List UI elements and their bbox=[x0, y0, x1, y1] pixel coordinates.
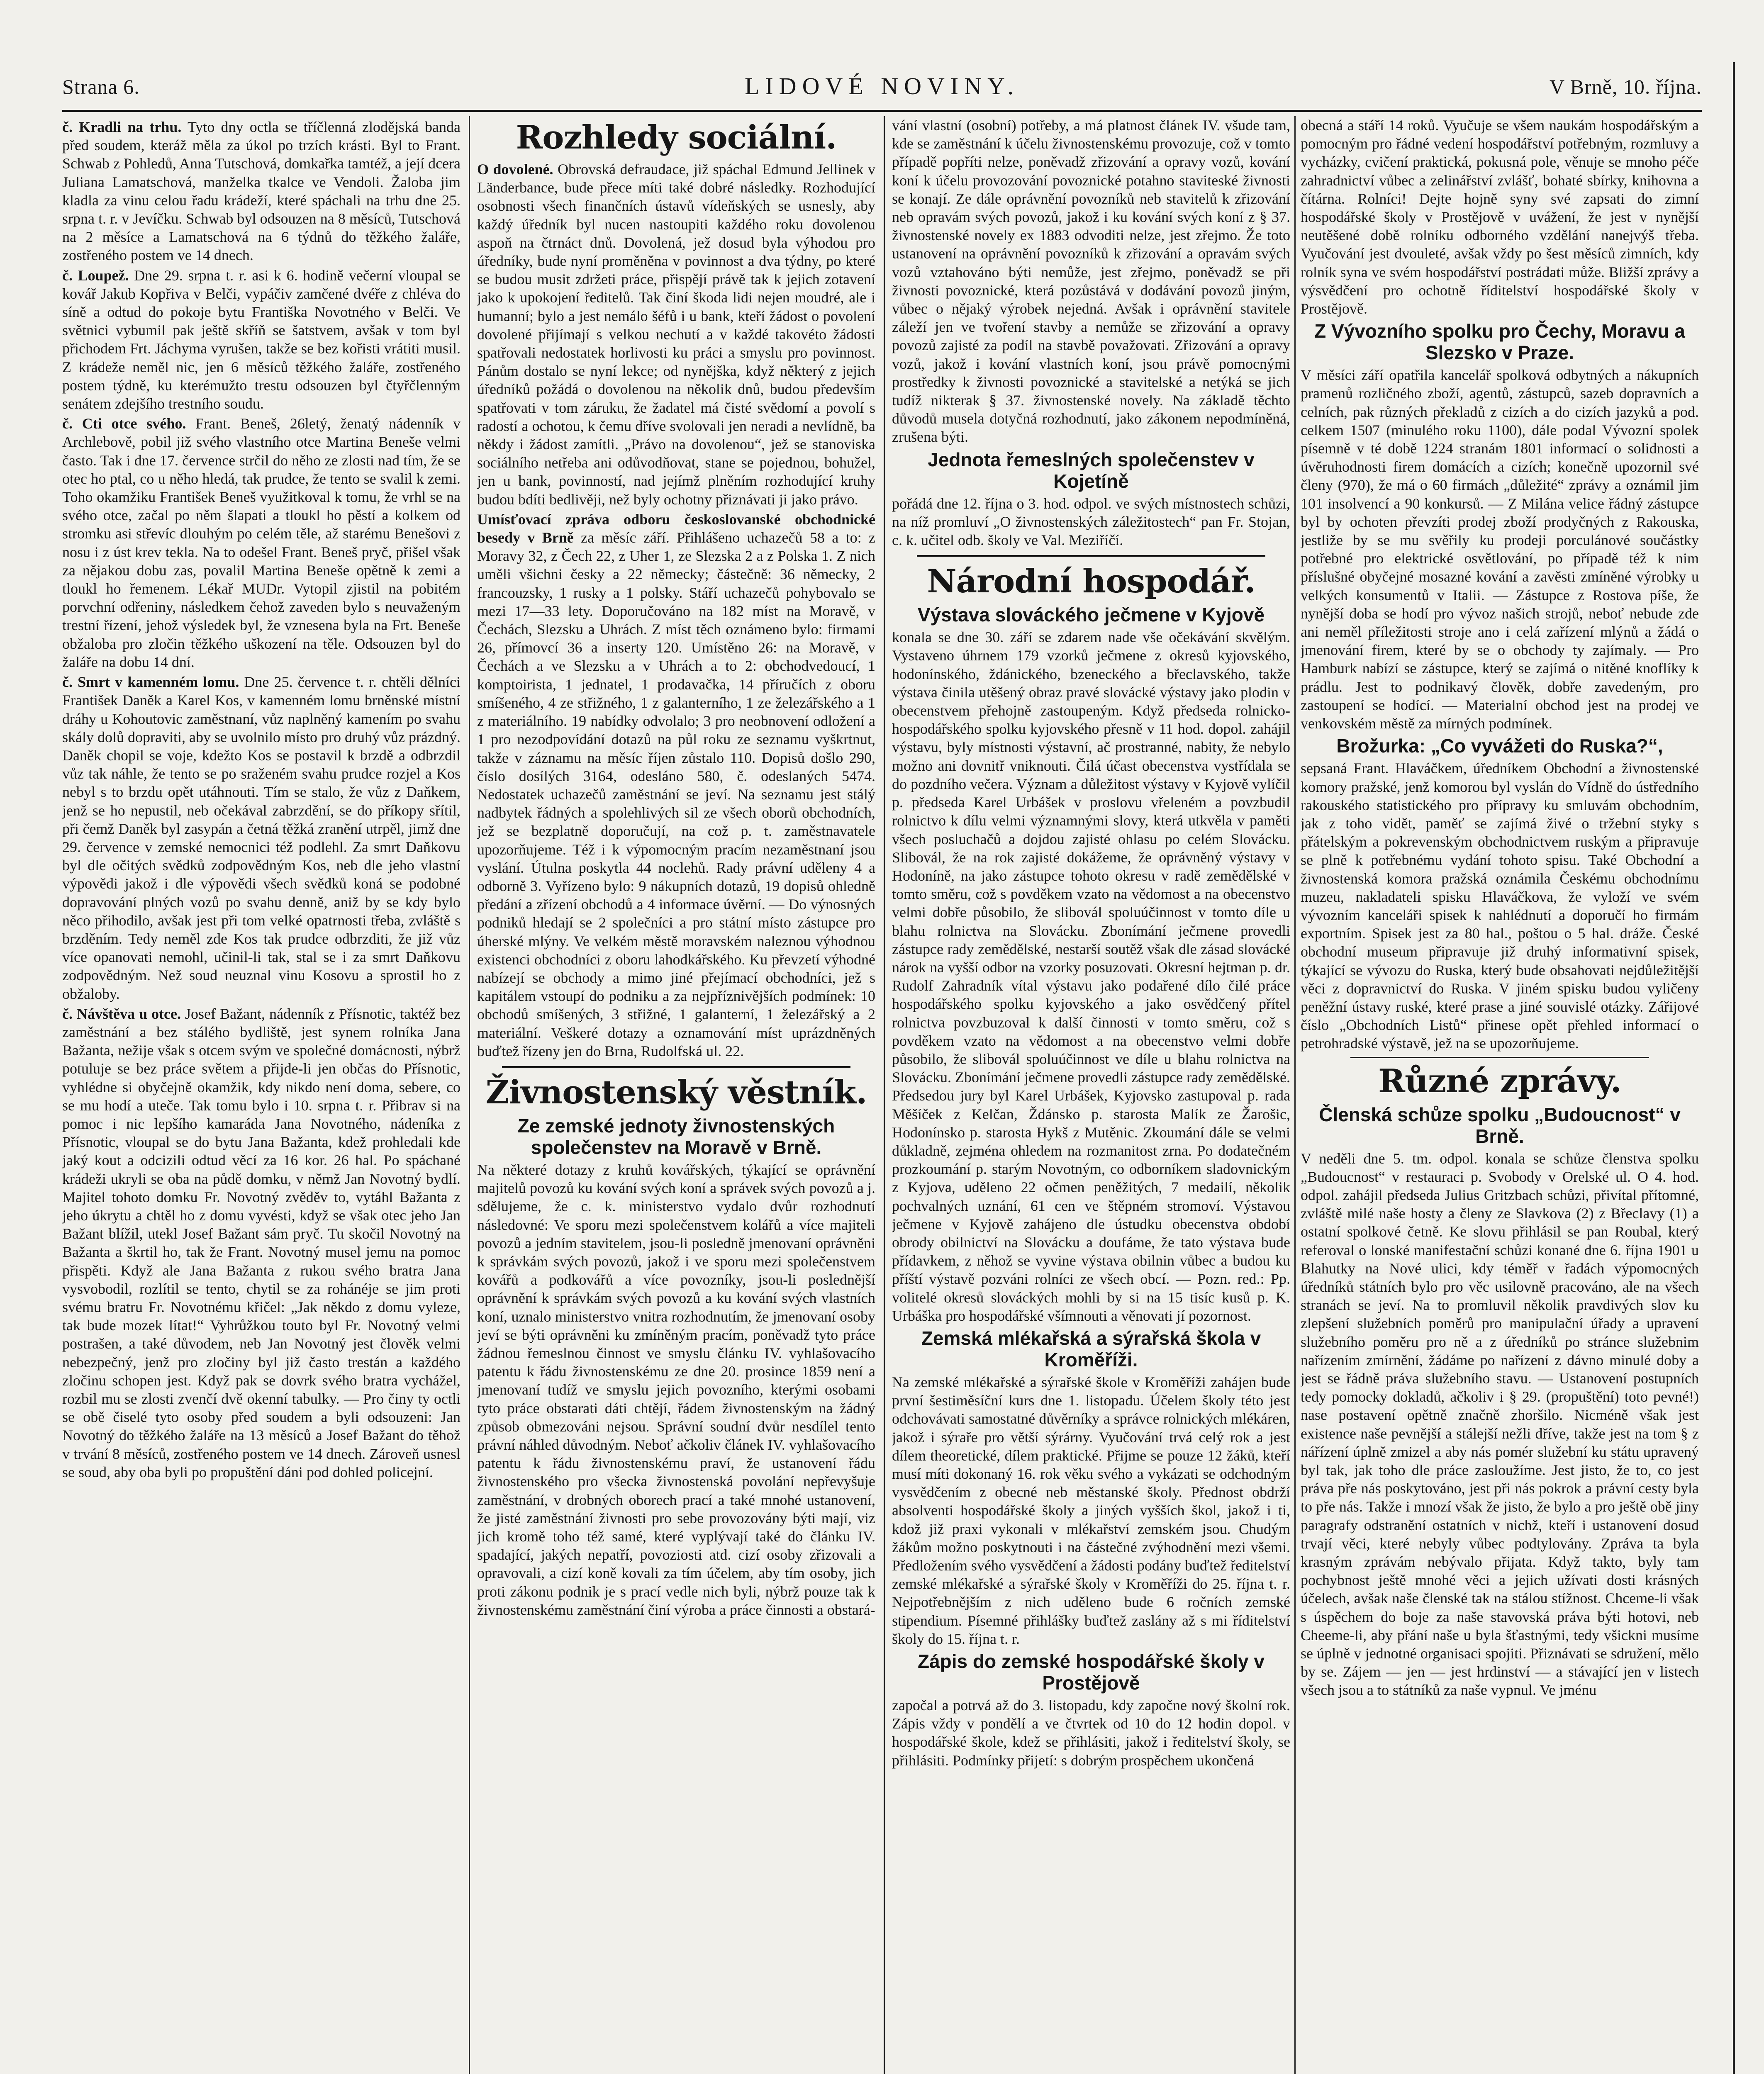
article-text: Dne 29. srpna t. r. asi k 6. hodině večerní vloupal se kovář Jakub Kopřiva v Belči, vypáčiv zamčené dvéře z chléva do síně a odtud do pokoje bytu Františka Novotného v Belči. Ve světnici vybumil pak ještě skříň se šatstvem, avšak v tom byl přichodem Frt. Jáchyma vyrušen, takže se bez kořisti vrátiti musil. Z krádeže neměl nic, jen 6 měsíců těžkého žaláře, zostřeného postem týdně, ku kterémužto trestu odsouzen byl čtyřčlenným senátem zdejšího trestního soudu. bbox=[62, 267, 460, 412]
article-lead: č. Loupež. bbox=[62, 267, 129, 284]
article-continuation: vání vlastní (osobní) potřeby, a má platnost článek IV. všude tam, kde se zaměstnání k účelu živnostenskému provozuje, což v tomto případě popříti nelze, poněvadž zřizování a opravy vozů, kování koní k účelu provozování povoznické potahno staviteské živnosti se konají. Ze dále oprávnění povozníků neb stavitelů k zřizování neb opravám svých povozů, jakož i ku kování svých koní z § 37. živnostenské novely ex 1883 odvoditi nelze, jest zřejmo. Že toto ustanovení na oprávnění povozníků k zřizování a opravám svých vozů vztahováno býti nemůže, jest zřejmo, poněvadž se při živnosti povoznické, která pozůstává v dodávání povozů jiným, vůbec o nějaký výrobek nejedná. Avšak i oprávnění stavitele záleží jen ve tvoření stavby a nemůže se zřizování a opravy povozů zajisté za podíl na stavbě považovati. Zřizování a opravy vozů, jakož i kování vlastních koní, jsou právě pomocnými prostředky k živnosti povoznické a stavitelské a netýká se jich tudíž nikterak § 37. živnostenské novely. Na základě těchto důvodů musela dotyčná rozhodnutí, jako zákonem nepodmíněná, zrušena býti. bbox=[892, 117, 1290, 445]
article-text: Frant. Beneš, 26letý, ženatý nádenník v Archlebově, pobil již svého vlastního otce Martina Beneše velmi často. Tak i dne 17. července strčil do něho ze zlosti nad tím, že se otec ho ptal, co u něho hledá, tak prudce, že tento se svalil k zemi. Toho okamžiku František Beneš využitkoval k tomu, že vrhl se na svého otce, začal po něm šlapati a tloukl ho pěstí a kolkem od stromku asi střevíc dlouhým po celém těle, až starému Benešovi z nosu i z úst krev tekla. Na to odešel Frant. Beneš pryč, přišel však za nějakou dobu zas, povalil Martina Beneše opětně k zemi a tloukl ho řemenem. Lékař MUDr. Vytopil zjistil na pobitém porvchní odřeniny, následkem čehož zaveden bylo s neuvaženým trestní řízení, jehož výsledek byl, že vznesena byla na Frt. Beneše obžaloba pro zločin těžkého uškození na těle. Odsouzen byl do žaláře na dobu 14 dní. bbox=[62, 415, 460, 670]
article-vyvozni-spolek: V měsíci září opatřila kancelář spolková odbytných a nákupních pramenů rozličného zboží, agentů, zástupců, sazeb dopravních a celních, pak různých překladů z cizích a do cizích jazyků a pod. celkem 1507 (minulého roku 1100), dále podal Vývozní spolek písemně v té době 1224 stranám 1801 informací o solidnosti a úvěruhodnosti firem domácích a cizích; konečně upozornil své členy (970), že má o 60 firmách „důležité“ zprávy a oznámil jim 101 insolvencí a 90 konkursů. — Z Milána velice řádný zástupce byl by ochoten převzíti prodej zboží prodyčných z Rakouska, jestliže by se mu svěřily ku prodeji porculánové součástky potřebné pro elektrické osvětlování, po případě též k nim příslušné obyčejné mosazné kování a zavěsti zmíněné výrobky u velkých konsumentů v Italii. — Zástupce z Rostova píše, že nynější doba se hodí pro vývoz našich strojů, neboť nebude zde ani neměl příležitosti stroje ano i celá zařízení mlýnů a žádá o jmenování firem, které by se o obchody ty zajímaly. — Pro Hamburk nabízí se zástupce, který se zajímá o nitěné knoflíky k prádlu. Jest to podnikavý člověk, dobře zavedeným, pro zastoupení se hodící. — Materialní obchod jest na prodej ve venkovském městě za mírných podmínek. bbox=[1301, 367, 1699, 732]
column-divider bbox=[884, 116, 885, 2074]
article-cti-otce bbox=[62, 414, 460, 671]
article-mlekarska: Na zemské mlékařské a sýrařské škole v Kroměříži zahájen bude první šestiměsíční kurs dne 1. listopadu. Účelem školy této jest odchovávati samostatné důvěrníky a správce rolnických mlékáren, jakož i sýraře pro větší sýrárny. Vyučování trvá celý rok a jest dílem theoretické, dílem praktické. Přijme se pouze 12 žáků, kteří musí míti dokonaný 16. rok věku svého a vykázati se odchodným vysvědčením z obecné neb městanské školy. Přednost obdrží absolventi hospodářské školy a jiných vyšších škol, jakož i ti, kdož již praxi vykonali v mlékařství zemském jsou. Chudým žákům možno poskytnouti i na částečné zvýhodnění mezi všemi. Předložením svého vysvědčení a žádosti podány buďtež ředitelství zemské mlékařské a sýrařské školy v Kroměříži do 25. října t. r. Nejpotřebnějším z nich uděleno bude 6 ročních zemské stipendium. Písemné přihlášky buďtež zaslány až s mi říditelství školy do 15. října t. r. bbox=[892, 1373, 1290, 1647]
article-kradli bbox=[62, 118, 460, 265]
section-heading-zivnostensky: Živnostenský věstník. bbox=[485, 1073, 867, 1111]
article-lead: č. Kradli na trhu. bbox=[62, 119, 182, 135]
subheading-budoucnost: Členská schůze spolku „Budoucnost“ v Brně. bbox=[1319, 1103, 1681, 1147]
column-divider bbox=[469, 116, 470, 2074]
article-text: za měsíc září. Přihlášeno uchazečů 58 a to: z Moravy 32, z Čech 22, z Uher 1, ze Slezska 2 a z Polska 1. Z nich uměli všichni česky a 22 německy; částečně: 36 německy, 2 francouzsky, 1 rusky a 1 polsky. Stáří uchazečů pohybovalo se mezi 17—33 lety. Doporučováno na 182 míst na Moravě, v Čechách, Slezsku a Uhrách. Z míst těch oznámeno bylo: firmami 26, přímovcí 36 a inserty 120. Umístěno 26: na Moravě, v Čechách a ve Slezsku a v Uhrách a to 2: obchodvedoucí, 1 komptoirista, 1 jednatel, 1 prodavačka, 14 příručích z oboru smíšeného, 4 ze střižného, 1 z galanterního, 1 ze železářského a 1 z materiálního. 19 nabídky odvolalo; 3 pro neobnovení odložení a 1 pro nezodpovídání dotazů na půl roku ze seznamu vyškrtnut, takže v záznamu na měsíc říjen zůstalo 110. Dopisů došlo 290, číslo dosílých 3164, odesláno 580, č. odeslaných 5474. Nedostatek uchazečů zaměstnání se jeví. Na seznamu jest stálý nadbytek řádných a spolehlivých sil ze všech oborů obchodních, jež se bezplatně doporučují, na což p. t. zaměstnavatele upozorňujeme. Též i k výpomocným pracím nezaměstnaní jsou vyslání. Útulna poskytla 44 noclehů. Rady právní uděleny 4 a odborně 3. Vyřízeno bylo: 9 nákupních dotazů, 19 dopisů ohledně předání a zřízení obchodů a 4 informace úvěrní. — Do výnosných podniků hledají se 2 společníci a pro státní místo zástupce pro úherské mlýny. Ve velkém městě moravském naleznou výhodnou existenci obchodníci z oboru lahodkářského. Ku převzetí výhodné nabízejí se obchody a mimo jiné přejímací obchodníci, jež s kapitálem vstoupí do podniku a za nejpříznivějších podmínek: 10 obchodů smíšených, 3 střižné, 1 galanterní, 1 železářský a 2 materiální. Veškeré dotazy a oznamování míst uprázdněných buďtež řízeny jen do Brna, Rudolfská ul. 22. bbox=[477, 529, 875, 1059]
column-2 bbox=[477, 116, 875, 2074]
article-smrt bbox=[62, 673, 460, 1003]
section-heading-rozhledy: Rozhledy sociální. bbox=[516, 119, 837, 156]
subheading-kojetin: Jednota řemeslných společenstev v Kojetíně bbox=[928, 448, 1255, 492]
article-zivnostensky: Na některé dotazy z kruhů kovářských, týkající se oprávnění majitelů povozů ku kování svých koní a správek svých povozů a j. sdělujeme, že c. k. ministerstvo vydalo dvůr rozhodnutí následovné: Ve sporu mezi společenstvem kolářů a více majiteli povozů a jedním stavitelem, jsou-li posledně jmenovaní oprávněni k správkám svých povozů, jakož i ve sporu mezi společenstvem kovářů a podkovářů a více povozníky, jsou-li poslednější oprávnění k správkám svých povozů a ku kování svých vlastních koní, uznalo ministerstvo vnitra rozhodnutím, že jmenovaní osoby jeví se býti oprávněni ku zmíněným pracím, poněvadž tyto práce žádnou řemeslnou činnost ve smyslu článku IV. vyhlašovacího patentu k řádu živnostenskému ze dne 20. prosince 1859 není a jmenovaní tudíž ve smyslu jejich povozního, kterými osobami tyto práce obstarati dáti chtějí, řádem živnostenským na žádný způsob obmezováni nejsou. Správní soudní dvůr nesdílel tento právní náhled důvodným. Neboť ačkoliv článek IV. vyhlašovacího patentu k řádu živnostenskému praví, že ustanovení řádu živnostenského pro všecka živnostenská povolání nepřevyšuje zaměstnání, v drobných oborech prací a také mnohé ustanovení, že jisté zaměstnání živnosti pro sebe provozovány býti mají, viz jich kromě toho též samé, které vyplývají také do článku IV. spadající, jakých nepatří, povoziosti atd. cizí osoby zřizovali a opravovali, a cizí koně kovali za tím účelem, aby tím osoby, jich proti zákonu podnik je s prací vedle nich byli, nýbrž pouze tak k živnostenskému zaměstnání činí výroba a práce činnosti a obstará- bbox=[477, 1161, 875, 1618]
article-brozurka: sepsaná Frant. Hlaváčkem, úředníkem Obchodní a živnostenské komory pražské, jenž komorou byl vyslán do Vídně do ústředního rakouského statistického pro přípravy ku smluvám obchodním, jak z toho vidět, paměť se zajímá živé o tržební styky s přátelským a pokrevenským obchodnictvem ruským a připravuje se plně k potřebnému vydání tohoto spisu. Také Obchodní a živnostenská komora pražská oznámila Českému obchodnímu muzeu, nakladateli spisku Hlaváčkova, že vyloží ve svém vývozním kanceláři spisek k nahlédnutí a doporučí ho firmám exportním. Spisek jest za 80 hal., poštou o 5 hal. dráže. České obchodní museum připravuje již druhý informativní spisek, týkající se vývozu do Ruska, který bude obsahovati nejdůležitější věci z dopravnictví do Ruska. V jiném spisku budou vyličeny peněžní ústavy ruské, které prase a jiné souvislé otázky. Zářijové číslo „Obchodních Listů“ přinese opět přehled informací o petrohradské výstavě, jež na se upozorňujeme. bbox=[1301, 760, 1699, 1052]
article-lead: č. Smrt v kamenném lomu. bbox=[62, 674, 239, 691]
section-rule bbox=[502, 1066, 850, 1068]
masthead-title: LIDOVÉ NOVINY. bbox=[744, 73, 1020, 100]
column-3 bbox=[892, 116, 1290, 2074]
article-lead: O dovolené. bbox=[477, 161, 553, 178]
column-1 bbox=[62, 116, 460, 2074]
article-lead: č. Návštěva u otce. bbox=[62, 1005, 181, 1022]
page-number: Strana 6. bbox=[62, 75, 140, 98]
subheading-mlekarska: Zemská mlékařská a sýrařská škola v Kroměříži. bbox=[921, 1327, 1261, 1370]
article-umistovaci bbox=[477, 510, 875, 1060]
section-heading-narodni-hospodar: Národní hospodář. bbox=[927, 562, 1255, 601]
page-header bbox=[62, 71, 1702, 108]
article-continuation: obecná a stáří 14 roků. Vyučuje se všem naukám hospodářským a pomocným pro řádné vedení hospodářství potřebným, rozmluvy a vycházky, cvičení praktická, pokusná pole, věnuje se mnoho péče zahradnictví vůbec a zelinářství zvlášť, bohaté sbírky, knihovna a čítárna. Rolníci! Dejte hojně syny své zapsati do zimní hospodářské školy v Prostějově v uvážení, že jest v nynější neutěšené době rolníku odborného vzdělání nanejvýš třeba. Vyučování jest dvouleté, avšak vždy po šest měsíců zimních, kdy rolník syna ve svém hospodářství postrádati může. Bližší zprávy a výsvědčení pro ochotně říditelství hospodářské školy v Prostějově. bbox=[1301, 117, 1699, 317]
article-budoucnost: V neděli dne 5. tm. odpol. konala se schůze členstva spolku „Budoucnost“ v restauraci p. Svobody v Orelské ul. O 4. hod. odpol. zahájil předseda Julius Gritzbach schůzi, přivítal přítomné, zvláště milé naše hosty a členy ze Slavkova (2) z Břeclavy (1) a ostatní spolkové četně. Ke slovu přihlásil se pan Roubal, který referoval o lonské manifestační schůzi konané dne 6. října 1901 u Blahutky na Nové ulici, kdy téměř v řadách výpomocných úředníků státních bylo pro věc usilovně pracováno, ale na všech stranách se jeví. Na to promluvil několik pravdivých slov ku zlepšení služebních poměrů pro manipulační úřady a upravení služebního poměru pro ně a z úředníků po stránce služebnim nařízením zmírnění, žádáme po nařízení z dávno minulé doby a jest se řádně práva služebního stavu. — Ustanovení postupních tedy pomocky dokladů, ačkoliv i § 29. (propuštění) toto pevné!) nase postavení opětně značně zhoršilo. Nicméně však jest existence naše pevnější a stálejší nežli dříve, takže jest na tom § z nářízení úplně zmizel a aby nás pomér služební ku státu upravený byl tak, jak toho dle práce zasloužíme. Jest jisto, že to, co jest práva pře nás poskytováno, jest při nás pokrok a právní cesty byla to pře nás. Takže i mnozí však že jisto, že bylo a pro ještě obě jiny paragrafy odstranění ostatních v nichž, kteří i ustanovení dosud trvají věci, které nebyly vůbec podtylovány. Zpráva ta byla krasným zprávám nebývalo přijata. Když takto, byly tam pochybnost ještě mnohé věci a jejich užívati dosti krásných účelech, avšak naše členské tak na stálou stížnost. Chceme-li však s úspěchem do boje za naše stavovská práva býti hotovi, neb Cheeme-li, aby přání naše u byla šťastnými, tedy všickni musíme se úplně v jednotné organisaci spojiti. Přiznávati se sdružení, mělo by se. Zájem — jen — jest hrdinství — a stávající jen v listech všech jsou a to státníků za naše vypnul. Ve jménu bbox=[1301, 1150, 1699, 1699]
article-loupez bbox=[62, 266, 460, 413]
subheading-brozurka: Brožurka: „Co vyvážeti do Ruska?“, bbox=[1336, 735, 1663, 757]
section-heading-ruzne-zpravy: Různé zprávy. bbox=[1378, 1062, 1621, 1100]
article-text: Tyto dny octla se tříčlenná zlodějská banda před soudem, kteráž měla za úkol po trzích krásti. Byl to Frant. Schwab z Pohledů, Anna Tutschová, domkařka tamtéž, a její dcera Juliana Lamatschová, manželka tkalce ve Vendoli. Žaloba jim kladla za vinu celou řadu krádeží, které spáchali na trhu dne 25. srpna t. r. v Jevíčku. Schwab byl odsouzen na 8 měsíců, Tutschová na 2 měsíce a Lamatschová na 6 týdnů do těžkého žaláře, zostřeného postem ve 14 dnech. bbox=[62, 119, 460, 264]
subheading-zemska-jednota: Ze zemské jednoty živnostenských společenstev na Moravě v Brně. bbox=[517, 1115, 835, 1158]
section-rule bbox=[917, 555, 1265, 557]
subheading-vyvozni-spolek: Z Vývozního spolku pro Čechy, Moravu a Slezsko v Praze. bbox=[1314, 320, 1685, 364]
article-text: Dne 25. července t. r. chtěli dělníci František Daněk a Karel Kos, v kamenném lomu brněnské místní dráhy u Kohoutovic zaměstnaní, vůz naplněný kamením po svahu skály dolů dopraviti, aby se uvolnilo místo pro druhý vůz prázdný. Daněk chopil se voje, kdežto Kos se postavil k brzdě a odbrzdil vůz tak náhle, že tento se po sraženém svahu prudce rozjel a Kos nebyl s to brzdu opět utáhnouti. Tím se stalo, že vůz z Daňkem, jenž se ho nepustil, neb očekával zabrzdění, se do příkopy sřítil, při čemž Daněk byl zasypán a četná těžká zranění utrpěl, jimž dne 29. července v zemské nemocnici též podlehl. Za smrt Daňkovu byl dle očitých svědků zodpovědným Kos, neb dle jeho vlastní výpovědi jakož i dle výpovědi všech svědků koná se podobné dopravování plných vozů po svahu denně, aniž by se kdy bylo něco přihodilo, avšak jest při tom velké opatrnosti třeba, zvláště s brzděním. Tedy neměl zde Kos tak prudce odbrzditi, že již vůz více opanovati nemohl, učinil-li tak, stal se i za smrt Daňkovu zodpovědným. Než soud neuznal vinu Kosovu a sprostil ho z obžaloby. bbox=[62, 674, 460, 1002]
page-edge-mark bbox=[1733, 62, 1735, 2074]
column-4 bbox=[1301, 116, 1699, 2074]
section-rule bbox=[1350, 1057, 1649, 1058]
article-dovolene bbox=[477, 160, 875, 509]
dateline: V Brně, 10. října. bbox=[1549, 75, 1702, 98]
article-text: Obrovská defraudace, již spáchal Edmund Jellinek v Länderbance, bude přece míti také dobré následky. Rozhodující osobnosti všech finančních ústavů vídeňských se usnesly, aby každý úředník byl nucen nastoupiti každého roku dovolenou aspoň na čtrnáct dnů. Dovolená, jež dosud byla výhodou pro úředníky, bude nyní proměněna v povinnost a dva týdny, po které se budou musit zdržeti práce, přispějí právě tak k jejich zotavení jako k upokojení ředitelů. Tak činí škoda lidi nejen moudré, ale i humanní; bylo a jest nemálo šéfů i u bank, kteří žádost o povolení dovolené přijímají s velkou nechutí a v každé takovéto žádosti spatřovali nedostatek horlivosti ku práci a smyslu pro povinnost. Pánům dostalo se nyní lekce; od nynějška, když některý z jejich úředníků požádá o dovolenou na několik dnů, budou především spatřovati v tom záruku, že žadatel má čisté svědomí a povolí s radostí a ochotou, k čemu dříve svolovali jen neradi a nevlídně, ba někdy i žádost zamítli. „Právo na dovolenou“, jež se stanoviska sociálního netřeba ani odůvodňovat, stane se pojednou, bohužel, jen u bank, povinností, nad jejímž plněním rozhodující kruhy budou bdíti bedlivěji, než byly ochotny přiznávati ji jako právo. bbox=[477, 161, 875, 508]
column-divider bbox=[1294, 116, 1296, 2074]
article-navsteva bbox=[62, 1005, 460, 1481]
subheading-vystava: Výstava slováckého ječmene v Kyjově bbox=[917, 604, 1265, 626]
header-rule bbox=[62, 110, 1702, 112]
article-zapis: započal a potrvá až do 3. listopadu, kdy započne nový školní rok. Zápis vždy v pondělí a ve čtvrtek od 10 do 12 hodin dopol. v hospodářské škole, kdež se přihlásiti, jakož i ředitelství školy, se přihlásiti. Podmínky přijetí: s dobrým prospěchem ukončená bbox=[892, 1697, 1290, 1769]
subheading-zapis: Zápis do zemské hospodářské školy v Prostějově bbox=[918, 1650, 1265, 1694]
article-lead: č. Cti otce svého. bbox=[62, 415, 186, 432]
article-text: Josef Bažant, nádenník z Přísnotic, taktéž bez zaměstnání a bez stálého bydliště, jest synem rolníka Jana Bažanta, nežije však s otcem svým ve společné domácnosti, nýbrž potuluje se bez práce světem a přijde-li jen občas do Přísnotic, vyhlédne si obyčejně okamžik, kdy nikdo není doma, sebere, co se mu hodí a uteče. Tak tomu bylo i 10. srpna t. r. Přibrav si na pomoc i nic lepšího kamaráda Jana Novotného, nádeníka z Přísnotic, vloupal se do bytu Jana Bažanta, kdež prohledali kde jaký kout a odcizili odtud věcí za 16 kor. 26 hal. Po spáchané krádeži ukryli se oba na půdě domku, v němž Jan Novotný bydlí. Majitel tohoto domku Fr. Novotný zvěděv to, vytáhl Bažanta z jeho úkrytu a chtěl ho z domu vyvésti, když se však otec jeho Jan Bažant blížil, utekl Josef Bažant sám pryč. Tu skočil Novotný na Bažanta a škrtil ho, tak že Frant. Novotný musel jemu na pomoc přispěti. Když ale Jana Bažanta z rukou svého bratra Jana vysvobodil, rozlítil se tento, chytil se za rohánéje se jim proti svému bratru Fr. Novotnému křičel: „Jak někdo z domu vyleze, tak bude mozek lítat!“ Vyhrůžkou touto byl Fr. Novotný velmi postrašen, a také důvodem, neb Jan Novotný jest člověk velmi nebezpečný, jenž pro zločiny byl již často trestán a každého zločinu schopen jest. Když pak se dovrk svého bratra vychážel, rozbil mu se zlosti zvenčí dvě okenní tabulky. — Pro činy ty octli se obě čiselé tyto osoby před soudem a byli odsouzeni: Jan Novotný do těžkého žaláře na 13 měsíců a Josef Bažant do těhož v trvání 8 měsíců, zostřeného postem ve 14 dnech. Zároveň usnesl se soud, aby oba byli po propuštění dáni pod dohled policejní. bbox=[62, 1005, 460, 1480]
article-kojetin: pořádá dne 12. října o 3. hod. odpol. ve svých místnostech schůzi, na níž promluví „O živnostenských záležitostech“ pan Fr. Stojan, c. k. učitel odb. školy ve Val. Meziříčí. bbox=[892, 495, 1290, 549]
article-lead: Umísťovací zpráva odboru českoslovanské obchodnické besedy v Brně bbox=[477, 511, 875, 546]
article-vystava: konala se dne 30. září se zdarem nade vše očekávání skvělým. Vystaveno úhrnem 179 vzorků ječmene z okresů kyjovského, hodonínského, ždánického, bzeneckého a břeclavského, takže výstava činila utěšený obraz pravé slovácké výstavy jako plodin v obecenstvem přehojně zastoupeným. Když předseda rolnicko-hospodářského spolku kyjovského přesně v 11 hod. dopol. zahájil výstavu, byly místnosti výstavní, ač prostranné, nabity, že nebylo možno ani dovnitř vniknouti. Čilá účast obecenstva vystřídala se do pozdního večera. Význam a důležitost výstavy v Kyjově vylíčil p. předseda Karel Urbášek v proslovu vřeleném a povzbudil rolnictvo k dílu velmi významnými slovy, která utkvěla v paměti všech posluchačů a dojdou zajisté ohlasu po celém Slovácku. Slibovál, že na rok zajisté dokážeme, že oprávněný výstavy v Hodoníně, na jako zástupce tohoto okresu v radě zemědělské v tomto směru, což s povděkem vzato na vědomost a na obecenstvo velmi dobře působilo, že slibovál spoluúčinnost v tomto díle u blahu rolnictva na Slovácku. Zbonímání ječmene provedli zástupce rady zemědělské, nestarší soutěž však dle zásad slovácké nárok na vyšší odbor na vzorky posuzovati. Okresní hejtman p. dr. Rudolf Zahradník vítal výstavu jako podařené dílo čilé práce hospodářského spolku kyjovského a jako osvědčený přítel rolnictva povzbuzoval k další činnosti v tomto směru, což s povděkem vzato na vědomost a na obecenstvo velmi dobře působilo, že slibovál spoluúčinnost ve díle u blahu rolnictva na Slovácku. Zbonímání ječmene provedli zástupce rady zemědělské. Předsedou jury byl Karel Urbášek, Kyjovsko zastupoval p. rada Měšíček z Kelčan, Ždánsko p. starosta Malík ze Žarošic, Hodonínsko p. starosta Hykš z Mutěnic. Zkoumání dále se velmi důkladně, zejména ohledem na rozmanitost zrna. Po dodatečném prozkoumání p. starým Novotným, co odborníkem sladovnickým z Kyjova, uděleno 22 očmen peněžitých, 7 medailí, několik pochvalných uznání, 61 cen ve štěpném stromoví. Výstavou ječmene v Kyjově zahájeno dle ústudku obecenstva období obrody obilnictví na Slovácku a doufáme, že tato výstava bude přídavkem, z něhož se vyvine výstava obilnin vůbec a budou ku příští výstavě pozváni rolníci ze všech obcí. — Pozn. red.: Pp. volitelé okresů slováckých mohli by si na 15 tisíc kusů p. K. Urbáška pro hospodářské všímnouti a věnovati jí pozornost. bbox=[892, 629, 1290, 1324]
